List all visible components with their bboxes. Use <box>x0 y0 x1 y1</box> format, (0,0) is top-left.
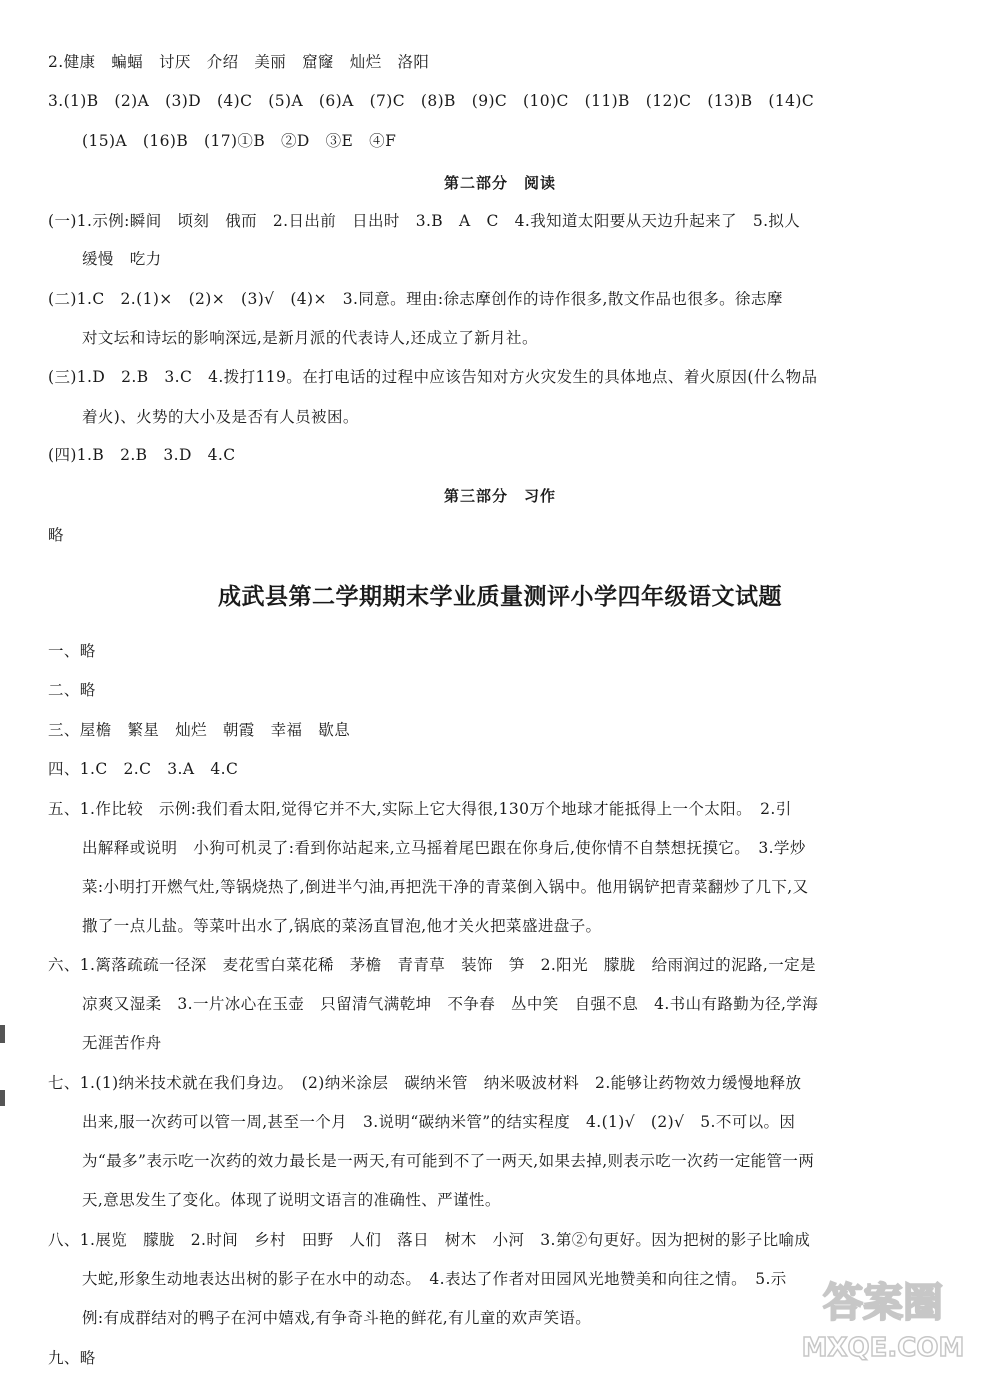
answer-line: 撒了一点儿盐。等菜叶出水了,锅底的菜汤直冒泡,他才关火把菜盛进盘子。 <box>82 917 602 935</box>
answer-line: 无涯苦作舟 <box>82 1034 162 1052</box>
answer-line: (一)1.示例:瞬间 顷刻 俄而 2.日出前 日出时 3.B A C 4.我知道太阳要从天边升起来了 5.拟人 <box>48 212 801 230</box>
answer-line: 七、1.(1)纳米技术就在我们身边。 (2)纳米涂层 碳纳米管 纳米吸波材料 2.能够让药物效力缓慢地释放 <box>48 1074 802 1092</box>
section-heading: 第二部分 阅读 <box>443 174 556 192</box>
answer-line: 略 <box>48 526 64 544</box>
answer-line: 出解释或说明 小狗可机灵了:看到你站起来,立马摇着尾巴跟在你身后,使你情不自禁想抚摸它。 3.学炒 <box>82 839 806 857</box>
answer-line: (三)1.D 2.B 3.C 4.拨打119。在打电话的过程中应该告知对方火灾发生的具体地点、着火原因(什么物品 <box>48 368 818 386</box>
answer-line: 五、1.作比较 示例:我们看太阳,觉得它并不大,实际上它大得很,130万个地球才能抵得上一个太阳。 2.引 <box>48 800 792 818</box>
answer-line: 大蛇,形象生动地表达出树的影子在水中的动态。 4.表达了作者对田园风光地赞美和向往之情。 5.示 <box>82 1270 787 1288</box>
answer-line: 二、略 <box>48 681 96 699</box>
watermark <box>788 1273 978 1369</box>
scan-edge-mark <box>0 1090 5 1106</box>
answer-line: 六、1.篱落疏疏一径深 麦花雪白菜花稀 茅檐 青青草 装饰 笋 2.阳光 朦胧 给雨润过的泥路,一定是 <box>48 956 816 974</box>
answer-line: 菜:小明打开燃气灶,等锅烧热了,倒进半勺油,再把洗干净的青菜倒入锅中。他用锅铲把青菜翻炒了几下,又 <box>82 878 809 896</box>
answer-line: 对文坛和诗坛的影响深远,是新月派的代表诗人,还成立了新月社。 <box>82 329 538 347</box>
answer-line: 3.(1)B (2)A (3)D (4)C (5)A (6)A (7)C (8)B (9)C (10)C (11)B (12)C (13)B (14)C <box>48 92 815 110</box>
answer-line: 着火)、火势的大小及是否有人员被困。 <box>82 408 359 426</box>
answer-line: 三、屋檐 繁星 灿烂 朝霞 幸福 歇息 <box>48 721 351 739</box>
section-heading: 第三部分 习作 <box>443 487 556 505</box>
answer-line: 一、略 <box>48 642 96 660</box>
exam-title: 成武县第二学期期末学业质量测评小学四年级语文试题 <box>218 584 782 610</box>
answer-line: 九、略 <box>48 1349 96 1367</box>
answer-line: (15)A (16)B (17)①B ②D ③E ④F <box>82 132 397 150</box>
answer-line: 出来,服一次药可以管一周,甚至一个月 3.说明“碳纳米管”的结实程度 4.(1)√ (2)√ 5.不可以。因 <box>82 1113 796 1131</box>
answer-line: (四)1.B 2.B 3.D 4.C <box>48 446 236 464</box>
watermark-logo: 答案圈 <box>823 1280 943 1326</box>
answer-line: 八、1.展览 朦胧 2.时间 乡村 田野 人们 落日 树木 小河 3.第②句更好。因为把树的影子比喻成 <box>48 1231 811 1249</box>
answer-line: (二)1.C 2.(1)× (2)× (3)√ (4)× 3.同意。理由:徐志摩创作的诗作很多,散文作品也很多。徐志摩 <box>48 290 783 308</box>
answer-line: 凉爽又湿柔 3.一片冰心在玉壶 只留清气满乾坤 不争春 丛中笑 自强不息 4.书山有路勤为径,学海 <box>82 995 819 1013</box>
answer-line: 天,意思发生了变化。体现了说明文语言的准确性、严谨性。 <box>82 1191 501 1209</box>
answer-line: 缓慢 吃力 <box>82 250 162 268</box>
scan-edge-mark <box>0 1025 5 1043</box>
answer-line: 四、1.C 2.C 3.A 4.C <box>48 760 239 778</box>
watermark-url: MXQE.COM <box>801 1333 965 1363</box>
answer-line: 为“最多”表示吃一次药的效力最长是一两天,有可能到不了一两天,如果去掉,则表示吃一次药一定能管一两 <box>82 1152 815 1170</box>
answer-line: 例:有成群结对的鸭子在河中嬉戏,有争奇斗艳的鲜花,有儿童的欢声笑语。 <box>82 1309 592 1327</box>
answer-line: 2.健康 蝙蝠 讨厌 介绍 美丽 窟窿 灿烂 洛阳 <box>48 53 430 71</box>
